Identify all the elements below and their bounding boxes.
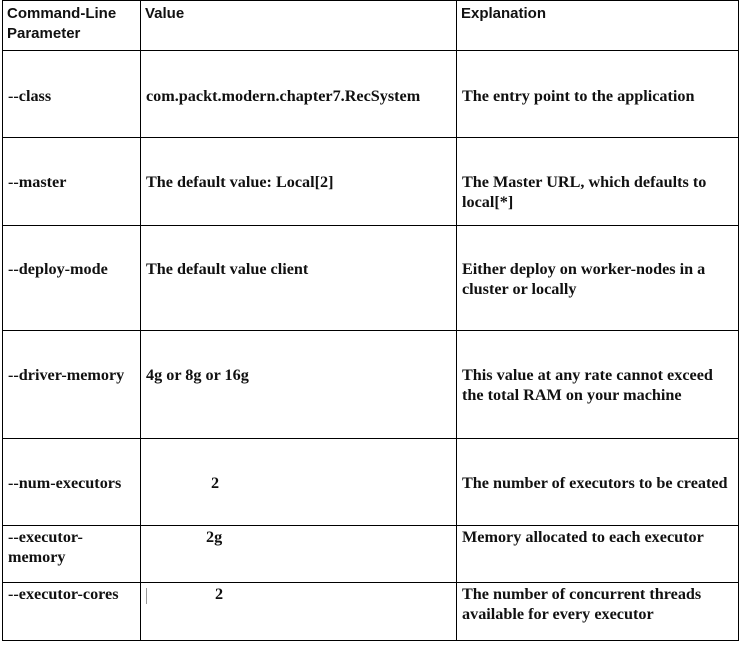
explanation-cell — [457, 583, 739, 641]
table-row — [3, 51, 739, 138]
param-text: --driver-memory — [8, 366, 125, 384]
param-text: --class — [8, 87, 52, 105]
header-value: Value — [141, 1, 457, 51]
explanation-text: Either deploy on worker-nodes in a cluster or locally — [462, 260, 706, 298]
table-row — [3, 226, 739, 331]
explanation-text: This value at any rate cannot exceed the total RAM on your machine — [462, 366, 713, 404]
value-cell — [141, 51, 457, 138]
explanation-cell — [457, 51, 739, 138]
param-cell — [3, 583, 141, 641]
value-cell — [141, 526, 457, 583]
param-text: --num-executors — [8, 474, 122, 492]
param-cell — [3, 331, 141, 439]
header-explanation: Explanation — [457, 1, 739, 51]
explanation-cell — [457, 138, 739, 226]
explanation-text: The Master URL, which defaults to local[*] — [462, 173, 707, 211]
explanation-text: The number of executors to be created — [462, 474, 728, 492]
table-row — [3, 138, 739, 226]
table-header-row — [3, 1, 739, 51]
value-cell — [141, 138, 457, 226]
text-cursor-mark — [146, 588, 147, 604]
value-text: 2 — [215, 585, 224, 603]
value-cell — [141, 331, 457, 439]
table-row — [3, 526, 739, 583]
param-cell — [3, 226, 141, 331]
value-text: 4g or 8g or 16g — [146, 366, 249, 384]
param-cell — [3, 439, 141, 526]
value-cell — [141, 583, 457, 641]
explanation-text: The entry point to the application — [462, 87, 695, 105]
value-text: The default value client — [146, 260, 309, 278]
param-cell — [3, 526, 141, 583]
param-text: --executor-cores — [8, 585, 119, 603]
table-row — [3, 583, 739, 641]
param-text: --deploy-mode — [8, 260, 108, 278]
table-row — [3, 439, 739, 526]
param-cell — [3, 138, 141, 226]
value-text: 2g — [206, 528, 223, 546]
table-row — [3, 331, 739, 439]
explanation-cell — [457, 331, 739, 439]
value-cell — [141, 439, 457, 526]
param-text: --executor-memory — [8, 528, 83, 566]
explanation-text: Memory allocated to each executor — [462, 528, 704, 546]
explanation-text: The number of concurrent threads available for every executor — [462, 585, 702, 623]
explanation-cell — [457, 526, 739, 583]
explanation-cell — [457, 439, 739, 526]
param-text: --master — [8, 173, 67, 191]
value-text: The default value: Local[2] — [146, 173, 334, 191]
parameters-table — [2, 0, 739, 641]
value-cell — [141, 226, 457, 331]
value-text: 2 — [211, 474, 220, 492]
value-text: com.packt.modern.chapter7.RecSystem — [146, 87, 421, 105]
param-cell — [3, 51, 141, 138]
explanation-cell — [457, 226, 739, 331]
header-param: Command-Line Parameter — [3, 1, 141, 51]
